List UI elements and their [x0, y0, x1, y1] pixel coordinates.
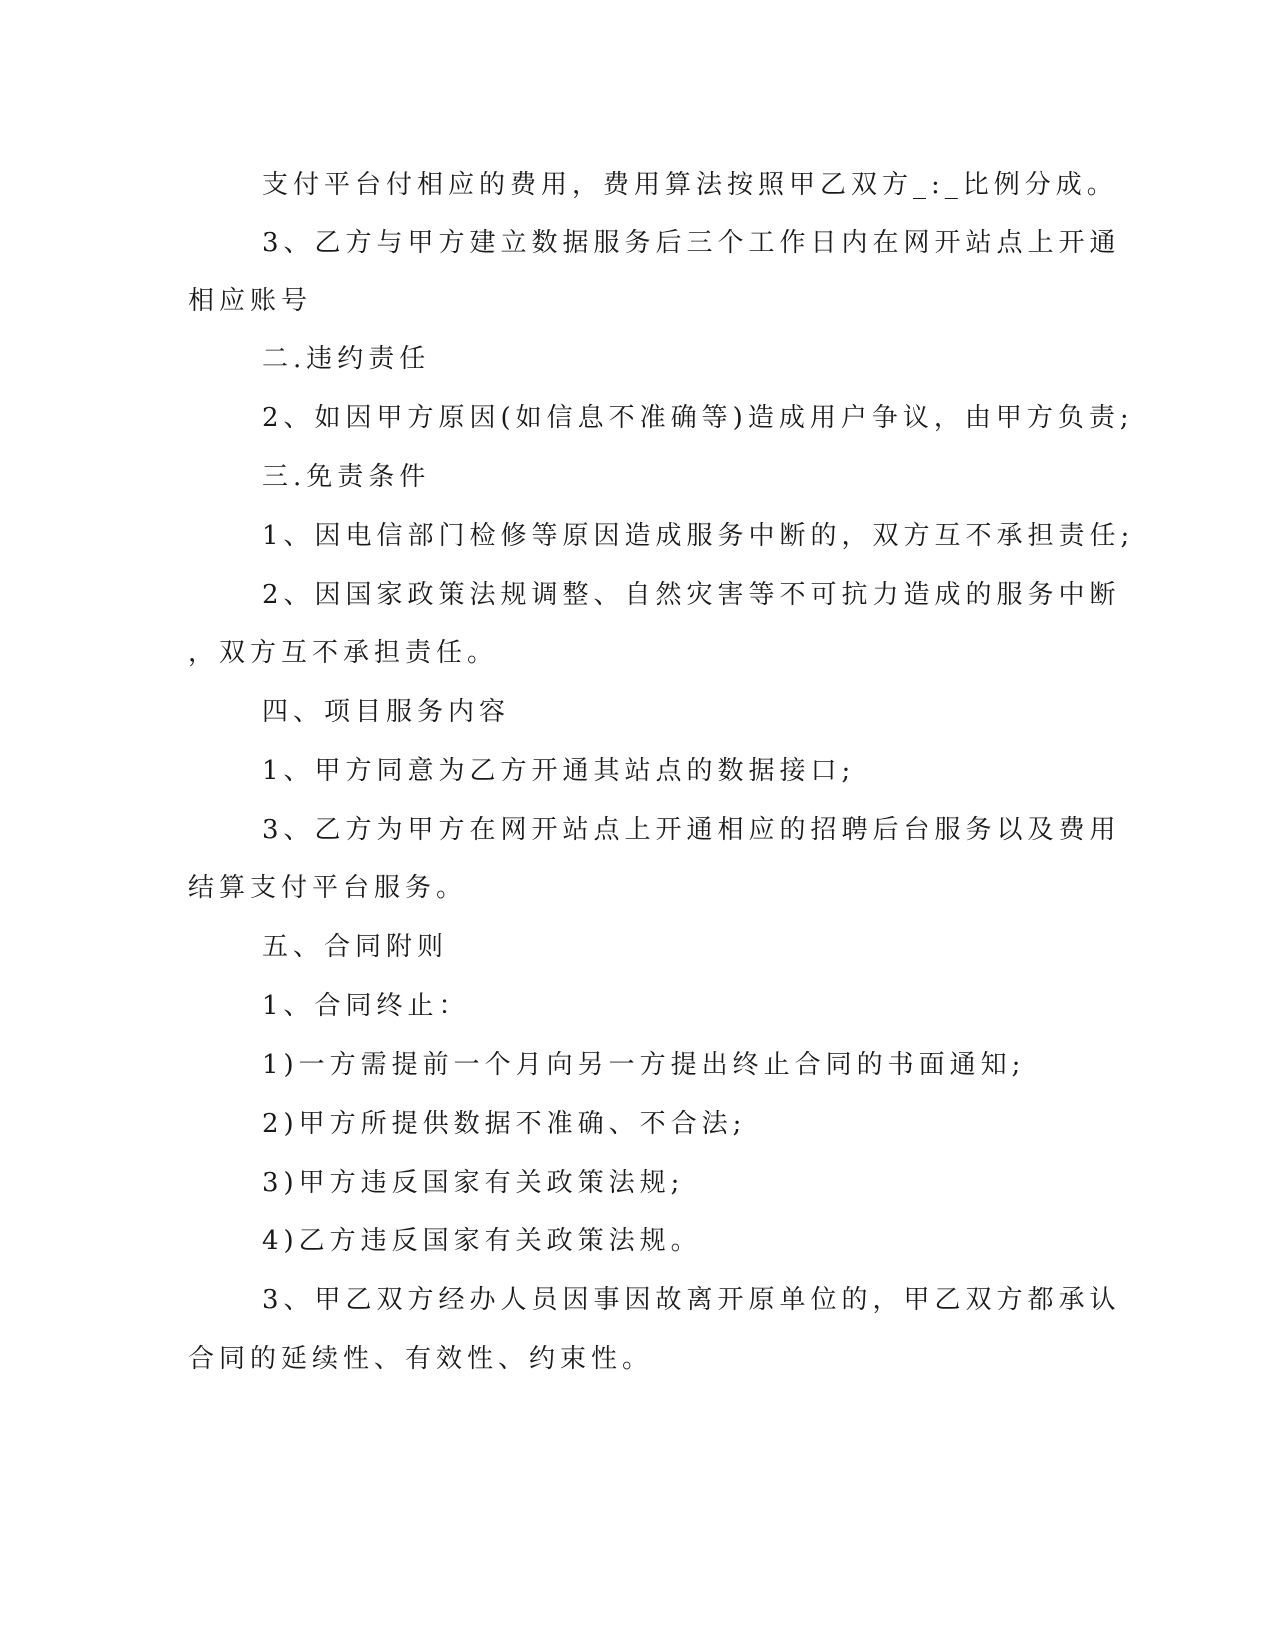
- section-heading: 三.免责条件: [262, 462, 431, 492]
- paragraph-line: 结算支付平台服务。: [188, 873, 468, 903]
- paragraph-line: 4)乙方违反国家有关政策法规。: [262, 1226, 702, 1256]
- paragraph-line: 3、甲乙双方经办人员因事因故离开原单位的，甲乙双方都承认: [262, 1285, 1121, 1315]
- paragraph-line: 2、如因甲方原因(如信息不准确等)造成用户争议，由甲方负责;: [262, 403, 1134, 433]
- paragraph-line: 2)甲方所提供数据不准确、不合法;: [262, 1109, 747, 1139]
- paragraph-line: 支付平台付相应的费用，费用算法按照甲乙双方_:_比例分成。: [262, 170, 1118, 200]
- paragraph-line: 3、乙方为甲方在网开站点上开通相应的招聘后台服务以及费用: [262, 815, 1121, 845]
- paragraph-line: 2、因国家政策法规调整、自然灾害等不可抗力造成的服务中断: [262, 580, 1121, 610]
- paragraph-line: 1、甲方同意为乙方开通其站点的数据接口;: [262, 756, 856, 786]
- section-heading: 五、合同附则: [262, 932, 449, 962]
- paragraph-line: 1、合同终止：: [262, 991, 470, 1021]
- paragraph-line: 1、因电信部门检修等原因造成服务中断的，双方互不承担责任;: [262, 521, 1135, 551]
- paragraph-line: 相应账号: [188, 286, 313, 316]
- paragraph-line: 合同的延续性、有效性、约束性。: [188, 1344, 654, 1374]
- paragraph-line: 3、乙方与甲方建立数据服务后三个工作日内在网开站点上开通: [262, 228, 1121, 258]
- section-heading: 四、项目服务内容: [262, 697, 511, 727]
- paragraph-line: 1)一方需提前一个月向另一方提出终止合同的书面通知;: [262, 1050, 1026, 1080]
- paragraph-line: ，双方互不承担责任。: [188, 638, 499, 668]
- paragraph-line: 3)甲方违反国家有关政策法规;: [262, 1168, 685, 1198]
- section-heading: 二.违约责任: [262, 344, 431, 374]
